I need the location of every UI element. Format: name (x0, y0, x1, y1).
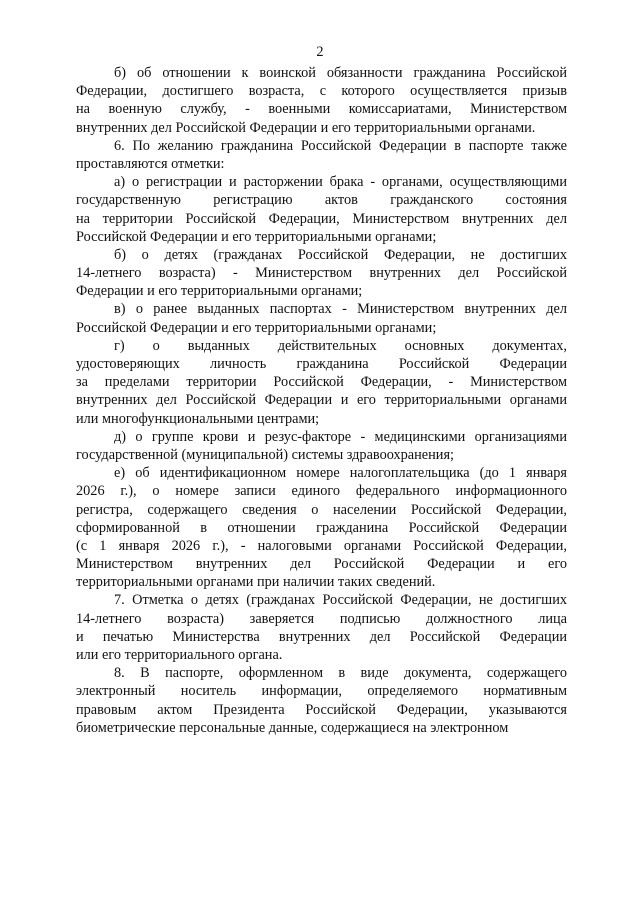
text-line: 7. Отметка о детях (гражданах Российской Федерации, не достигших (114, 592, 567, 609)
text-line: удостоверяющих личность гражданина Российской Федерации (76, 356, 567, 372)
text-line: Федерации, достигшего возраста, с которого осуществляется призыв (76, 83, 567, 100)
paragraph (76, 428, 567, 464)
text-line: проставляются отметки: (76, 155, 225, 172)
text-line: внутренних дел Российской Федерации и его территориальными органами. (76, 119, 536, 136)
text-line: Министерством внутренних дел Российской Федерации и его (76, 556, 567, 573)
text-line: электронный носитель информации, определяемого нормативным (76, 683, 567, 700)
text-line: и печатью Министерства внутренних дел Российской Федерации (76, 628, 567, 645)
text-line: внутренних дел Российской Федерации и его территориальными органами (76, 392, 567, 409)
text-line: государственную регистрацию актов гражданского состояния (76, 192, 567, 209)
text-line: 2026 г.), о номере записи единого федерального информационного (76, 483, 567, 500)
text-line: регистра, содержащего сведения о населении Российской Федерации, (76, 501, 567, 518)
text-line: территориальными органами при наличии таких сведений. (76, 574, 436, 591)
paragraph (76, 464, 567, 591)
text-line: 14-летнего возраста) - Министерством внутренних дел Российской (76, 265, 567, 282)
paragraph (76, 591, 567, 664)
text-line: 8. В паспорте, оформленном в виде документа, содержащего (114, 665, 567, 682)
paragraph (76, 137, 567, 173)
text-line: или его территориального органа. (76, 647, 283, 663)
text-line: б) о детях (гражданах Российской Федерации, не достигших (114, 246, 567, 263)
text-line: е) об идентификационном номере налогоплательщика (до 1 января (114, 465, 567, 482)
text-line: 14-летнего возраста) заверяется подписью должностного лица (76, 610, 567, 627)
paragraph (76, 246, 567, 301)
text-line: (с 1 января 2026 г.), - налоговыми органами Российской Федерации, (76, 537, 567, 554)
paragraph (76, 173, 567, 246)
text-line: Российской Федерации и его территориальными органами; (76, 228, 437, 245)
text-line: на территории Российской Федерации, Министерством внутренних дел (76, 210, 567, 227)
document-body (76, 64, 567, 737)
text-line: д) о группе крови и резус-факторе - медицинскими организациями (114, 428, 567, 445)
text-line: в) о ранее выданных паспортах - Министерством внутренних дел (114, 301, 567, 318)
text-line: или многофункциональными центрами; (76, 410, 320, 427)
text-line: Федерации и его территориальными органами; (76, 283, 363, 300)
text-line: за пределами территории Российской Федерации, - Министерством (76, 374, 567, 391)
paragraph (76, 337, 567, 428)
text-line: г) о выданных действительных основных документах, (114, 337, 567, 354)
text-line: б) об отношении к воинской обязанности гражданина Российской (114, 65, 567, 81)
text-line: биометрические персональные данные, содержащиеся на электронном (76, 719, 509, 736)
paragraph (76, 664, 567, 737)
paragraph (76, 300, 567, 336)
text-line: Российской Федерации и его территориальными органами; (76, 319, 437, 336)
paragraph (76, 64, 567, 137)
text-line: 6. По желанию гражданина Российской Федерации в паспорте также (114, 137, 567, 154)
text-line: сформированной в отношении гражданина Российской Федерации (76, 519, 567, 536)
text-line: а) о регистрации и расторжении брака - органами, осуществляющими (114, 174, 567, 191)
text-line: на военную службу, - военными комиссариатами, Министерством (76, 101, 567, 118)
page-number: 2 (316, 44, 324, 60)
text-line: правовым актом Президента Российской Федерации, указываются (76, 701, 567, 718)
text-line: государственной (муниципальной) системы здравоохранения; (76, 446, 454, 463)
